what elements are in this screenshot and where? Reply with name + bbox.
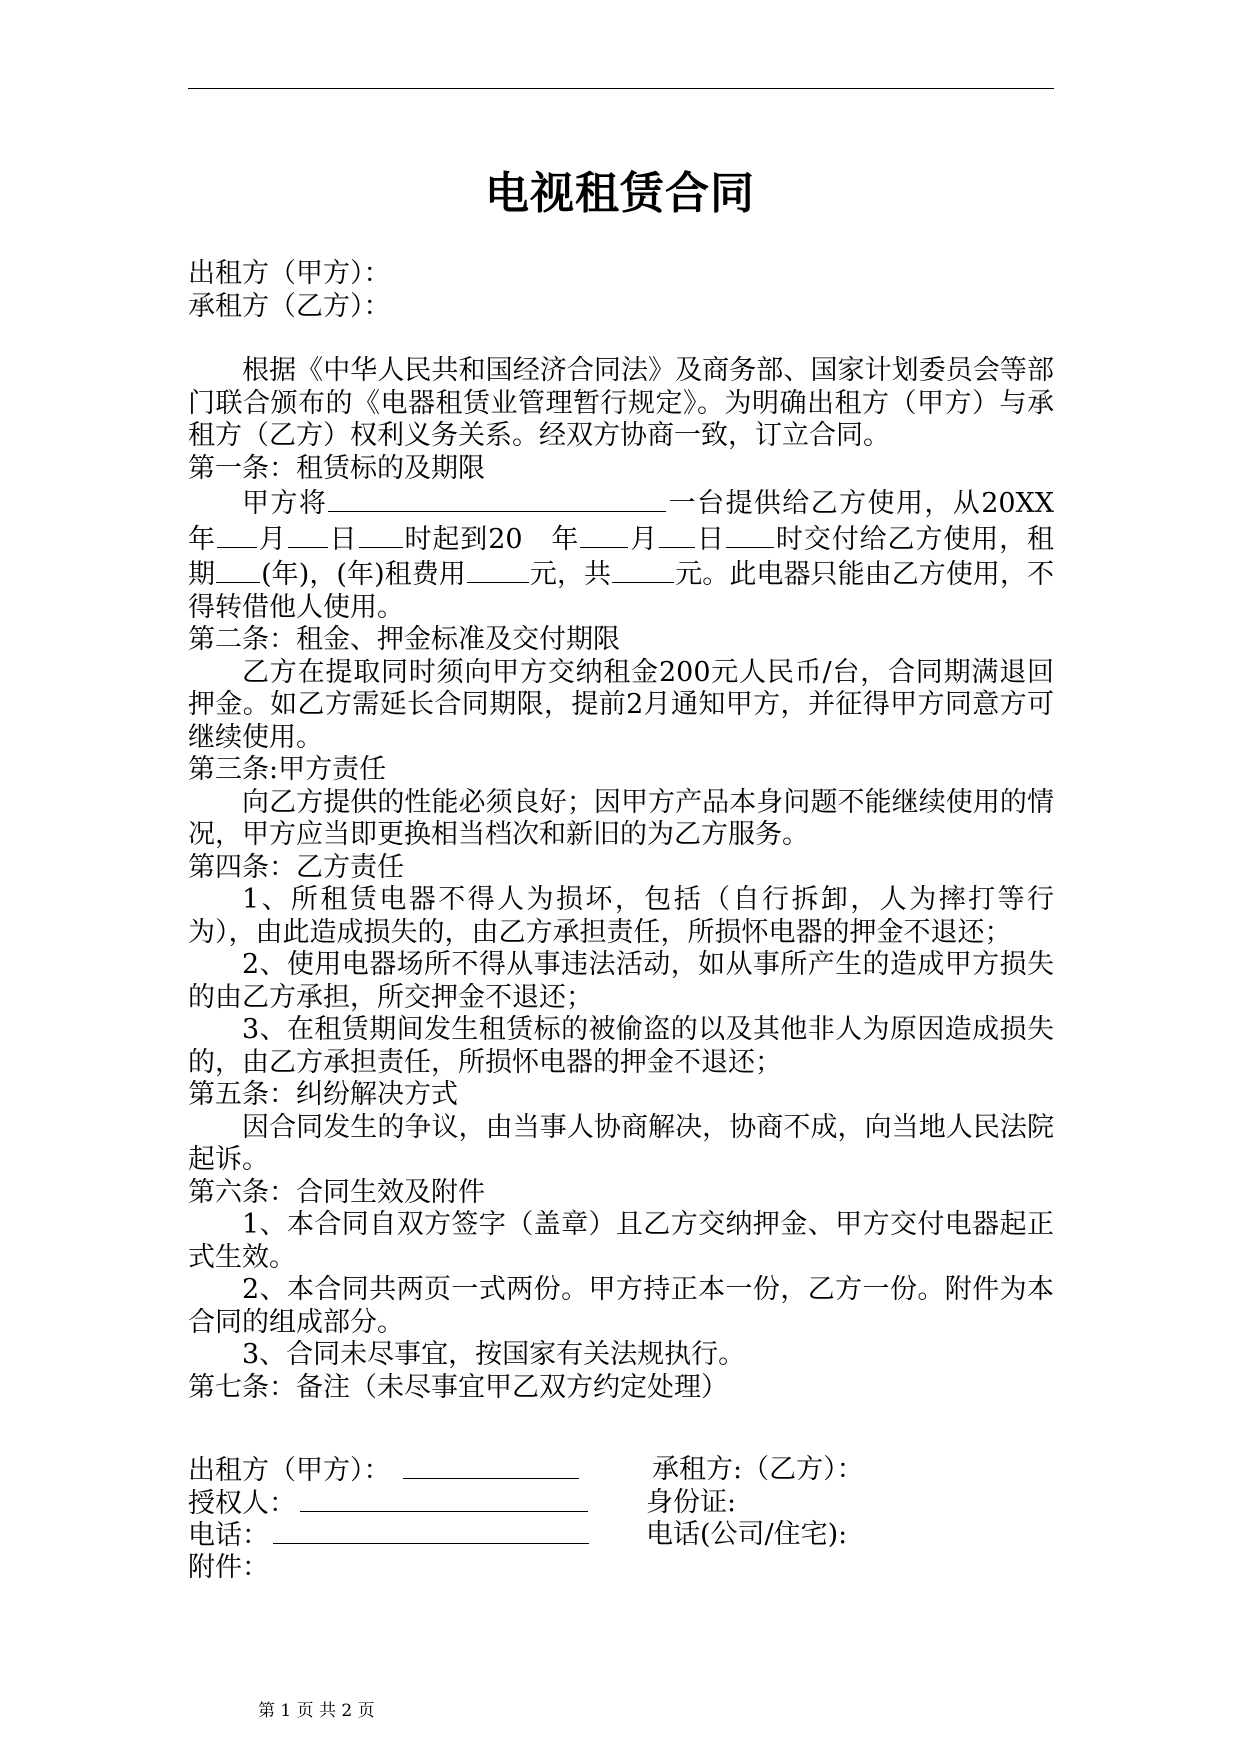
end-month-blank xyxy=(580,521,628,548)
article-6-item-2: 2、本合同共两页一式两份。甲方持正本一份，乙方一份。附件为本合同的组成部分。 xyxy=(188,1274,1054,1338)
total-blank xyxy=(612,556,674,583)
article-2-text: 乙方在提取同时须向甲方交纳租金200元人民币/台，合同期满退回押金。如乙方需延长合同期限，提前2月通知甲方，并征得甲方同意方可继续使用。 xyxy=(188,656,1054,753)
art1-text-6: 月 xyxy=(629,523,659,555)
article-2-heading: 第二条：租金、押金标准及交付期限 xyxy=(188,624,620,655)
art1-text-8: 时交付给乙方使用，租期 xyxy=(188,523,1055,590)
article-3-text: 向乙方提供的性能必须良好；因甲方产品本身问题不能继续使用的情况，甲方应当即更换相当档次和新旧的为乙方服务。 xyxy=(188,786,1054,850)
article-5-heading: 第五条：纠纷解决方式 xyxy=(188,1079,458,1110)
sig-authorized-line xyxy=(300,1487,588,1512)
fee-blank xyxy=(467,556,529,583)
sig-authorized-label: 授权人： xyxy=(188,1487,296,1519)
art1-text-5: 时起到20 年 xyxy=(403,523,580,555)
signature-row-authorized xyxy=(188,1487,1054,1520)
article-7-heading: 第七条：备注（未尽事宜甲乙双方约定处理） xyxy=(188,1371,728,1403)
article-3-heading: 第三条:甲方责任 xyxy=(188,754,387,785)
article-4-item-2: 2、使用电器场所不得从事违法活动，如从事所产生的造成甲方损失的由乙方承担，所交押金不退还； xyxy=(188,949,1054,1013)
art1-text-11: 元。此电器只能由乙方使用，不得转借他人使用。 xyxy=(188,559,1055,623)
sig-lessor-line xyxy=(403,1454,579,1479)
sig-lessor xyxy=(188,1454,579,1488)
lessee-line: 承租方（乙方）： xyxy=(188,290,391,322)
document-title: 电视租赁合同 xyxy=(485,168,755,219)
end-hour-blank xyxy=(726,521,774,548)
end-day-blank xyxy=(659,521,695,548)
item-blank xyxy=(328,485,666,512)
page-footer: 第 1 页 共 2 页 xyxy=(258,1701,375,1721)
sig-id-label: 身份证: xyxy=(646,1486,737,1518)
header-rule xyxy=(188,88,1054,89)
article-6-heading: 第六条：合同生效及附件 xyxy=(188,1176,485,1208)
contract-body xyxy=(188,258,1054,1404)
sig-attachment-label: 附件： xyxy=(188,1551,269,1583)
sig-phone-line xyxy=(273,1519,589,1544)
sig-lessee xyxy=(652,1454,864,1487)
sig-phone-office-label: 电话(公司/住宅): xyxy=(646,1519,848,1550)
preamble: 根据《中华人民共和国经济合同法》及商务部、国家计划委员会等部门联合颁布的《电器租赁业管理暂行规定》。为明确出租方（甲方）与承租方（乙方）权利义务关系。经双方协商一致，订立合同。 xyxy=(188,355,1054,451)
article-4-item-3: 3、在租赁期间发生租赁标的被偷盗的以及其他非人为原因造成损失的，由乙方承担责任，所损怀电器的押金不退还； xyxy=(188,1014,1054,1078)
art1-text-10: 元，共 xyxy=(529,559,612,590)
art1-text-7: 日 xyxy=(696,523,725,555)
art1-text-2: 一台提供给乙方使用，从20XX年 xyxy=(188,488,1054,555)
sig-phone-label: 电话： xyxy=(188,1520,269,1551)
art1-text-9: (年)，(年)租费用 xyxy=(261,559,466,590)
signature-row-phone xyxy=(188,1519,1054,1552)
art1-text-1: 甲方将 xyxy=(242,488,328,519)
signature-block xyxy=(188,1454,1054,1584)
sig-id xyxy=(646,1487,736,1520)
article-1-text xyxy=(188,485,1054,624)
start-day-blank xyxy=(288,521,328,548)
article-4-heading: 第四条：乙方责任 xyxy=(188,851,404,883)
article-4-item-1: 1、所租赁电器不得人为损坏，包括（自行拆卸，人为摔打等行为），由此造成损失的，由乙方承担责任，所损怀电器的押金不退还； xyxy=(188,884,1054,948)
article-6-item-3: 3、合同未尽事宜，按国家有关法规执行。 xyxy=(242,1339,746,1370)
sig-phone-office xyxy=(646,1519,847,1552)
sig-lessee-label: 承租方:（乙方）： xyxy=(652,1454,864,1485)
term-blank xyxy=(216,556,260,583)
art1-text-3: 月 xyxy=(257,523,287,555)
sig-lessor-label: 出租方（甲方）： xyxy=(188,1455,391,1486)
sig-phone xyxy=(188,1519,589,1553)
signature-row-attachment xyxy=(188,1552,1054,1585)
article-5-text: 因合同发生的争议，由当事人协商解决，协商不成，向当地人民法院起诉。 xyxy=(188,1111,1054,1175)
lessor-line: 出租方（甲方）： xyxy=(188,258,391,289)
article-6-item-1: 1、本合同自双方签字（盖章）且乙方交纳押金、甲方交付电器起正式生效。 xyxy=(188,1209,1054,1273)
sig-authorized xyxy=(188,1487,588,1521)
start-month-blank xyxy=(217,521,257,548)
sig-attachment xyxy=(188,1552,269,1585)
signature-row-parties xyxy=(188,1454,1054,1487)
spacer xyxy=(188,323,1054,355)
art1-text-4: 日 xyxy=(328,523,358,555)
article-1-heading: 第一条：租赁标的及期限 xyxy=(188,452,485,484)
start-hour-blank xyxy=(359,521,403,548)
